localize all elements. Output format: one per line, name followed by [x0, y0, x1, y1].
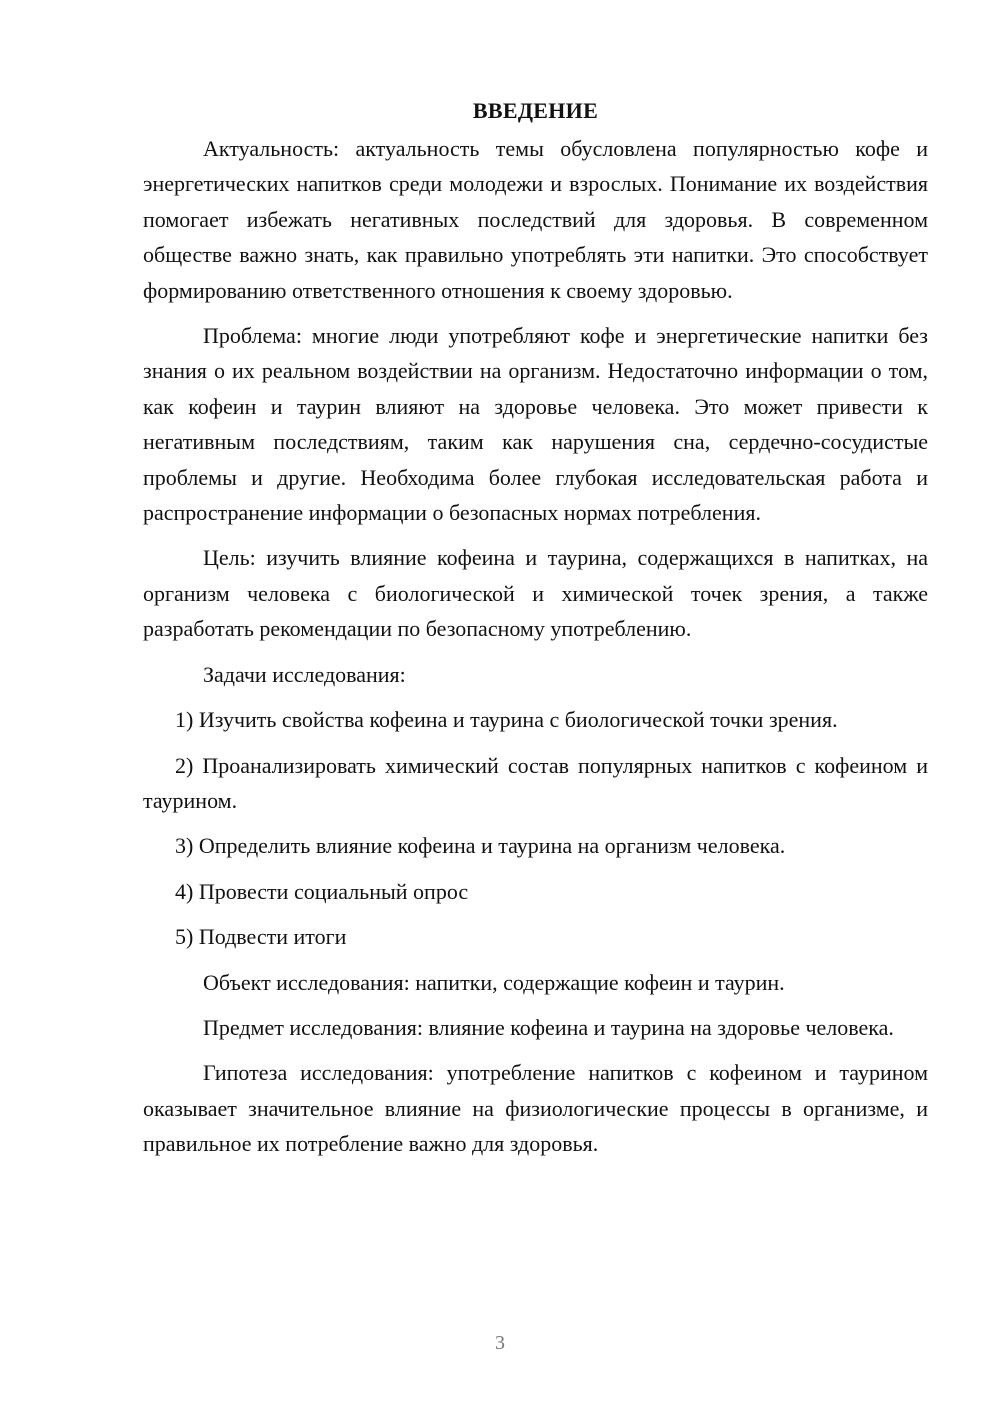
task-item-1: 1) Изучить свойства кофеина и таурина с биологической точки зрения. [175, 707, 838, 733]
task-item-2: 2) Проанализировать химический состав популярных напитков с кофеином и таурином. [143, 752, 928, 813]
document-page [143, 95, 928, 1172]
tasks-heading: Задачи исследования: [203, 661, 406, 687]
paragraph-relevance: Актуальность: актуальность темы обусловлена популярностью кофе и энергетических напитков среди молодежи и взрослых. Понимание их воздействия помогает избежать негативных последствий для здоровья. В современном обществе важно знать, как правильно употреблять эти напитки. Это способствует формированию ответственного отношения к своему здоровью. [143, 136, 928, 303]
paragraph-goal: Цель: изучить влияние кофеина и таурина, содержащихся в напитках, на организм человека с биологической и химической точек зрения, а также разработать рекомендации по безопасному употреблению. [143, 545, 928, 642]
page-number: 3 [495, 1332, 505, 1354]
paragraph-hypothesis: Гипотеза исследования: употребление напитков с кофеином и таурином оказывает значительное влияние на физиологические процессы в организме, и правильное их потребление важно для здоровья. [143, 1060, 928, 1157]
task-item-3: 3) Определить влияние кофеина и таурина на организм человека. [175, 833, 786, 859]
paragraph-subject: Предмет исследования: влияние кофеина и таурина на здоровье человека. [203, 1014, 894, 1040]
paragraph-problem: Проблема: многие люди употребляют кофе и энергетические напитки без знания о их реальном воздействии на организм. Недостаточно информации о том, как кофеин и таурин влияют на здоровье человека. Это может привести к негативным последствиям, таким как нарушения сна, сердечно-сосудистые проблемы и другие. Необходима более глубокая исследовательская работа и распространение информации о безопасных нормах потребления. [143, 323, 928, 526]
section-title: ВВЕДЕНИЕ [472, 98, 599, 123]
task-item-4: 4) Провести социальный опрос [175, 878, 469, 904]
task-item-5: 5) Подвести итоги [175, 924, 347, 950]
paragraph-object: Объект исследования: напитки, содержащие кофеин и таурин. [203, 969, 785, 995]
